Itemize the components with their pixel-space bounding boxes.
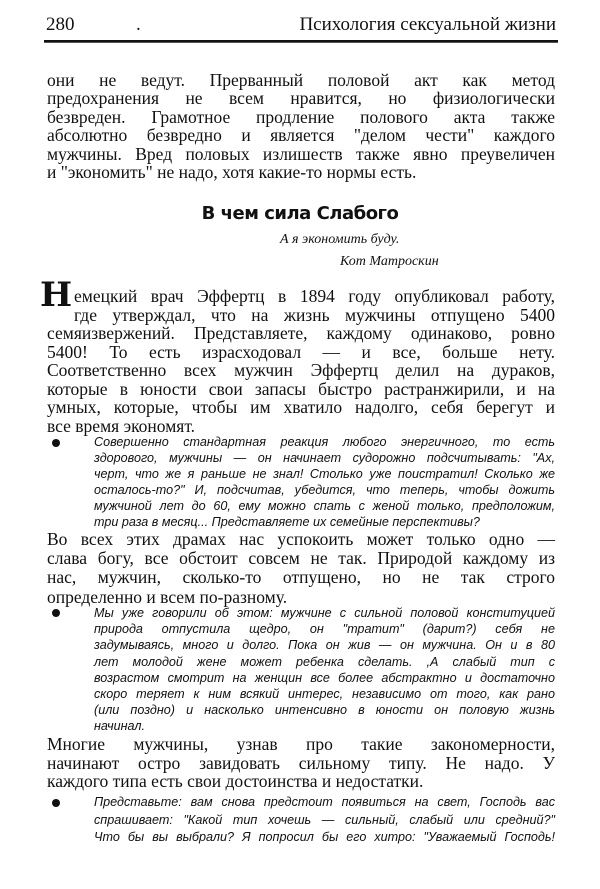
- bullet-icon: [52, 609, 60, 617]
- text-line: мужчиной лет до 60, ему можно спать с женой только, предположим,: [94, 499, 555, 514]
- text-line: черт, что же я раньше не знал! Столько уже поистратил! Сколько же: [94, 467, 555, 482]
- text-line: они не ведут. Прерванный половой акт как метод: [47, 70, 555, 90]
- paragraph-1: [47, 71, 555, 181]
- text-line: 5400! То есть израсходовал — и все, больше нету.: [47, 341, 555, 362]
- text-line: которые в юности свои запасы быстро растранжирили, и на: [47, 378, 555, 399]
- bullet-icon: [52, 799, 60, 807]
- text-line: здорового, мужчины — он начинает судорожно подсчитывать: "Ах,: [94, 451, 555, 466]
- bullet-icon: [52, 439, 60, 447]
- text-line: Многие мужчины, узнав про такие закономерности,: [47, 734, 555, 754]
- text-line: все время экономят.: [47, 415, 196, 436]
- text-line: Соответственно всех мужчин Эффертц делил на дураков,: [47, 360, 555, 380]
- text-line: Представьте: вам снова предстоит появиться на свет, Господь вас: [94, 795, 555, 809]
- text-line: три раза в месяц... Представляете их семейные перспективы?: [94, 515, 480, 530]
- text-line: предохранения не всем нравится, но физиологически: [47, 88, 555, 109]
- text-line: лет молодой жене может ребенка сделать. ,А слабый тип с: [94, 654, 555, 669]
- text-line: (или поздно) и насколько интенсивно в юности он половую жизнь: [94, 703, 555, 718]
- text-line: спрашивает: "Какой тип хочешь — сильный, слабый или средний?": [94, 812, 555, 827]
- text-line: семяизвержений. Представляете, каждому одинаково, ровно: [47, 323, 555, 343]
- bullet-note-2: [94, 605, 555, 735]
- text-line: задумываясь, много и долго. Пока он жив — он мужчина. Он и в 80: [94, 638, 555, 653]
- text-line: абсолютно безвредно и является "делом чести" каждого: [47, 125, 555, 146]
- text-line: Что бы вы выбрали? Я попросил бы его хитро: "Уважаемый Господь!: [94, 830, 555, 844]
- epigraph-author: Кот Матроскин: [340, 254, 439, 269]
- drop-cap: Н: [40, 275, 73, 315]
- text-line: Мы уже говорили об этом: мужчине с сильной половой конституцией: [94, 606, 555, 620]
- text-line: начинал.: [94, 719, 146, 734]
- text-line: нас, мужчин, сколько-то отпущено, но не так строго: [47, 567, 555, 588]
- page-number: 280: [46, 14, 75, 35]
- text-line: начинают остро завидовать сильному типу. Не надо. У: [47, 752, 555, 773]
- text-line: каждого типа есть свои достоинства и недостатки.: [47, 771, 424, 791]
- text-line: умных, которые, чтобы им хватило надолго, себя берегут и: [47, 397, 555, 417]
- text-line: природа отпустила щедро, он "тратит" (дарит?) себя не: [94, 622, 555, 637]
- header-rule: [44, 40, 558, 43]
- text-line: где утверждал, что на жизнь мужчины отпущено 5400: [74, 304, 555, 325]
- bullet-note-3: [94, 794, 555, 847]
- text-line: емецкий врач Эффертц в 1894 году опубликовал работу,: [74, 286, 555, 306]
- text-line: безвреден. Грамотное продление полового акта также: [47, 106, 555, 127]
- paragraph-4: [47, 735, 555, 791]
- text-line: возрастом смотрит на женщин все более абстрактно и достаточно: [94, 670, 555, 685]
- text-line: Во всех этих драмах нас успокоить может только одно —: [47, 529, 555, 549]
- text-line: слава богу, все обстоит совсем не так. Природой каждому из: [47, 548, 555, 569]
- running-title: Психология сексуальной жизни: [299, 14, 556, 35]
- text-line: определенно и всем по-разному.: [47, 586, 288, 607]
- text-line: мужчины. Вред половых излишеств также явно преувеличен: [47, 143, 555, 164]
- bullet-note-1: [94, 434, 555, 531]
- section-title: В чем сила Слабого: [201, 203, 399, 224]
- epigraph-quote: А я экономить буду.: [280, 232, 400, 247]
- running-header: [46, 14, 556, 38]
- text-line: Совершенно стандартная реакция любого энергичного, то есть: [94, 435, 555, 449]
- header-dot: .: [136, 14, 141, 35]
- text-line: осталось-то?" И, подсчитав, убедится, что теперь, чтобы дожить: [94, 483, 555, 498]
- text-line: и "экономить" не надо, хотя какие-то нормы есть.: [47, 162, 417, 183]
- paragraph-3: [47, 530, 555, 607]
- text-line: скоро теряет к ним всякий интерес, независимо от того, как рано: [94, 687, 555, 702]
- paragraph-2: [47, 287, 555, 435]
